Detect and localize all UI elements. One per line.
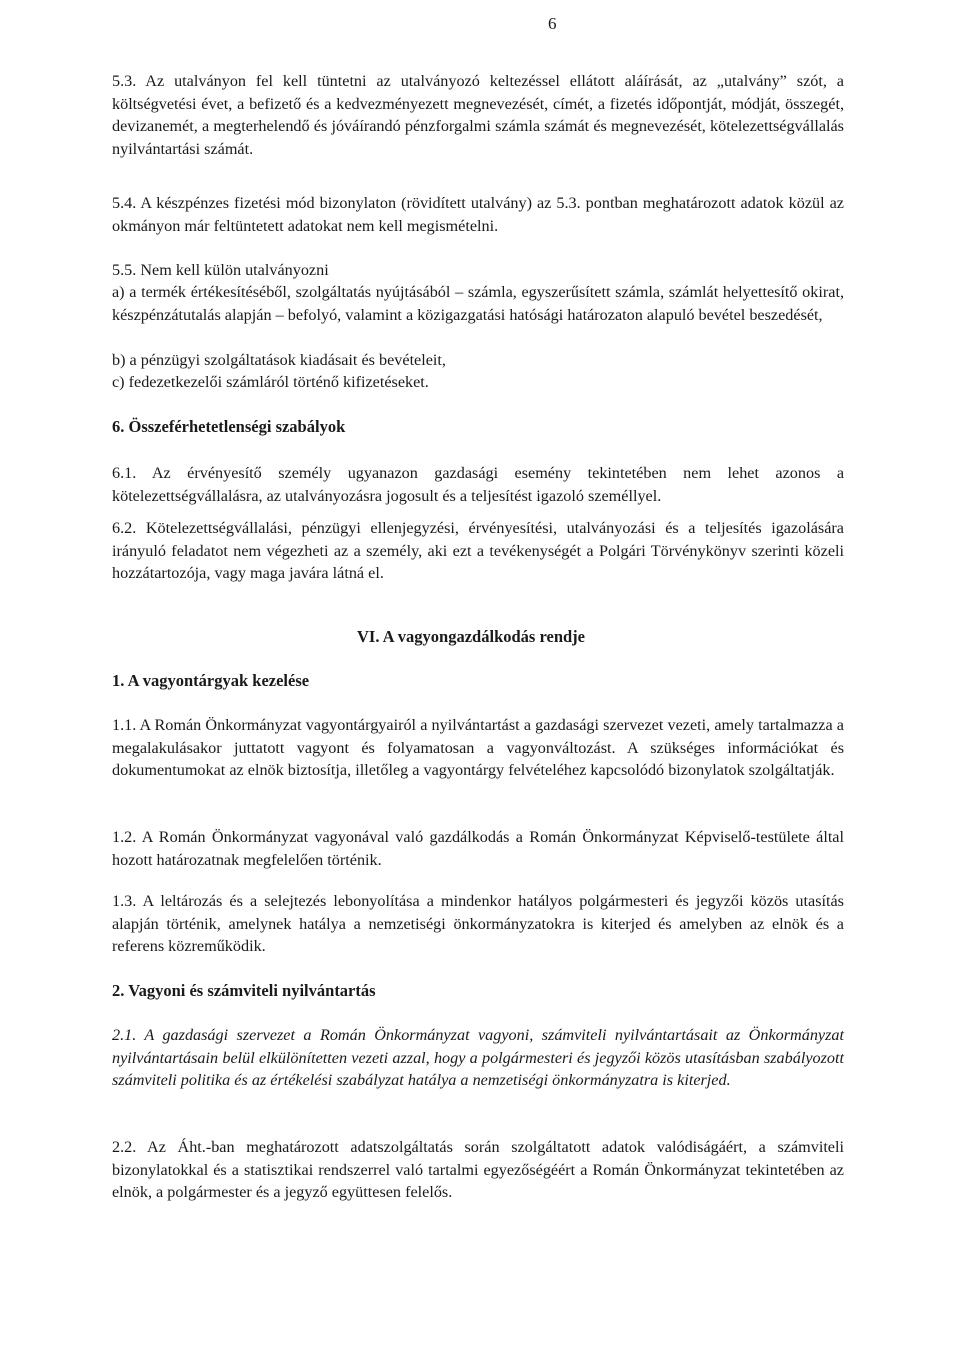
section-heading-2: 2. Vagyoni és számviteli nyilvántartás [112,981,376,1000]
paragraph-5-4: 5.4. A készpénzes fizetési mód bizonylaton (rövidített utalvány) az 5.3. pontban meghatározott adatok közül az okmányon már feltüntetett adatokat nem kell megismételni. [112,194,844,235]
paragraph-1-3: 1.3. A leltározás és a selejtezés lebonyolítása a mindenkor hatályos polgármesteri és jegyzői közös utasítás alapján történik, amelynek hatálya a nemzetiségi önkormányzatokra is kiterjed és amelyben az elnök és a referens közreműködik. [112,892,844,955]
paragraph-1-2: 1.2. A Román Önkormányzat vagyonával való gazdálkodás a Román Önkormányzat Képviselő-testülete által hozott határozatnak megfelelően történik. [112,828,844,869]
paragraph-2-2: 2.2. Az Áht.-ban meghatározott adatszolgáltatás során szolgáltatott adatok valódiságáért, a számviteli bizonylatokkal és a statisztikai rendszerrel való tartalmi egyezőségéért a Román Önkormányzat tekintetében az elnök, a polgármester és a jegyző együttesen felelős. [112,1138,844,1201]
chapter-title: VI. A vagyongazdálkodás rendje [357,627,585,646]
paragraph-1-1: 1.1. A Román Önkormányzat vagyontárgyairól a nyilvántartást a gazdasági szervezet vezeti, amely tartalmazza a megalakulásakor juttatott vagyont és folyamatosan a vagyonváltozást. A szükséges információkat és dokumentumokat az elnök biztosítja, illetőleg a vagyontárgy felvételéhez kapcsolódó bizonylatok szolgáltatják. [112,716,844,779]
paragraph-6-1: 6.1. Az érvényesítő személy ugyanazon gazdasági esemény tekintetében nem lehet azonos a kötelezettségvállalásra, az utalványozásra jogosult és a teljesítést igazoló személlyel. [112,464,844,505]
paragraph-5-5-a: a) a termék értékesítéséből, szolgáltatás nyújtásából – számla, egyszerűsített számla, számlát helyettesítő okirat, készpénzátutalás alapján – befolyó, valamint a közigazgatási hatósági határozaton alapuló bevétel beszedését, [112,283,844,324]
paragraph-5-5-b: b) a pénzügyi szolgáltatások kiadásait és bevételeit, [112,351,446,369]
section-heading-1: 1. A vagyontárgyak kezelése [112,671,310,690]
paragraph-5-3: 5.3. Az utalványon fel kell tüntetni az utalványozó keltezéssel ellátott aláírását, az „utalvány” szót, a költségvetési évet, a befizető és a kedvezményezett megnevezését, címét, a fizetés időpontját, módját, összegét, devizanemét, a megterhelendő és jóváírandó pénzforgalmi számla számát és megnevezését, kötelezettségvállalás nyilvántartási számát. [112,72,844,158]
paragraph-6-2: 6.2. Kötelezettségvállalási, pénzügyi ellenjegyzési, érvényesítési, utalványozási és a teljesítés igazolására irányuló feladatot nem végezheti az a személy, aki ezt a tevékenységét a Polgári Törvénykönyv szerinti közeli hozzátartozója, vagy maga javára látná el. [112,519,844,582]
paragraph-5-5-c: c) fedezetkezelői számláról történő kifizetéseket. [112,373,429,391]
page-number: 6 [548,14,557,33]
section-heading-6: 6. Összeférhetetlenségi szabályok [112,417,346,436]
paragraph-5-5-title: 5.5. Nem kell külön utalványozni [112,261,329,279]
paragraph-2-1: 2.1. A gazdasági szervezet a Román Önkormányzat vagyoni, számviteli nyilvántartásait az Önkormányzat nyilvántartásain belül elkülönítetten vezeti azzal, hogy a polgármesteri és jegyzői közös utasításban szabályozott számviteli politika és az értékelési szabályzat hatálya a nemzetiségi önkormányzatra is kiterjed. [112,1026,844,1089]
